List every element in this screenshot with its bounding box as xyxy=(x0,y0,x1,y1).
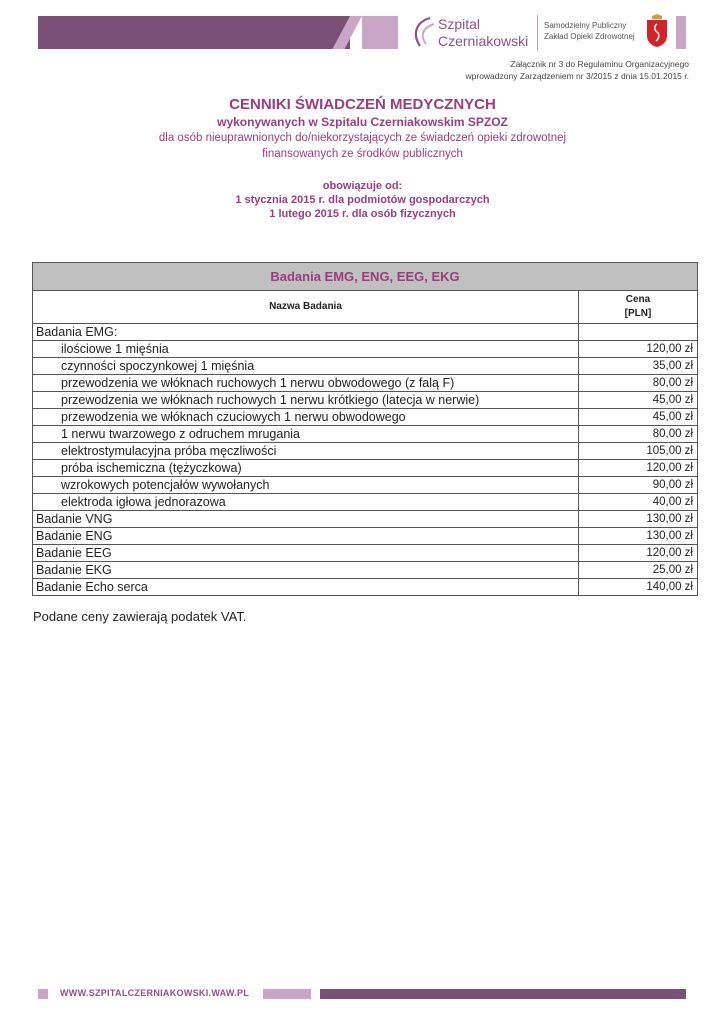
exam-price: 120,00 zł xyxy=(646,343,693,355)
exam-price: 80,00 zł xyxy=(652,428,693,440)
table-row xyxy=(33,511,697,528)
table-row xyxy=(33,341,697,358)
hospital-logo-subtitle: Samodzielny Publiczny Zakład Opieki Zdrowotnej xyxy=(544,21,635,41)
exam-name: przewodzenia we włóknach czuciowych 1 nerwu obwodowego xyxy=(33,409,579,425)
footer-website-link[interactable]: WWW.SZPITALCZERNIAKOWSKI.WAW.PL xyxy=(60,988,250,998)
exam-name: przewodzenia we włóknach ruchowych 1 nerwu obwodowego (z falą F) xyxy=(33,375,579,391)
description-line-1: dla osób nieuprawnionych do/niekorzystających ze świadczeń opieki zdrowotnej xyxy=(158,132,567,144)
warsaw-crest-icon xyxy=(645,14,669,48)
exam-name: Badanie EEG xyxy=(33,545,579,561)
header-band-right xyxy=(676,16,686,49)
attachment-note: Załącznik nr 3 do Regulaminu Organizacyjnego wprowadzony Zarządzeniem nr 3/2015 z dnia 15.01.2015 r. xyxy=(465,59,689,81)
header-band-dark xyxy=(38,16,350,49)
table-row xyxy=(33,562,697,579)
table-row xyxy=(33,375,697,392)
exam-name: wzrokowych potencjałów wywołanych xyxy=(33,477,579,493)
table-heading: Badania EMG, ENG, EEG, EKG xyxy=(33,263,697,291)
exam-price: 120,00 zł xyxy=(646,547,693,559)
table-row xyxy=(33,358,697,375)
exam-price: 130,00 zł xyxy=(646,530,693,542)
exam-price: 35,00 zł xyxy=(652,360,693,372)
table-row xyxy=(33,324,697,341)
hospital-logo-name: Szpital Czerniakowski xyxy=(438,16,529,49)
exam-price: 25,00 zł xyxy=(652,564,693,576)
footer-band-dark xyxy=(320,989,686,999)
exam-price: 45,00 zł xyxy=(652,394,693,406)
table-row xyxy=(33,545,697,562)
table-row xyxy=(33,494,697,511)
exam-price: 140,00 zł xyxy=(646,581,693,593)
table-row xyxy=(33,528,697,545)
exam-price: 130,00 zł xyxy=(646,513,693,525)
table-row xyxy=(33,426,697,443)
effective-date-business: 1 stycznia 2015 r. dla podmiotów gospodarczych xyxy=(235,194,490,206)
exam-name: Badania EMG: xyxy=(33,324,579,340)
footer-square xyxy=(38,989,48,999)
exam-name: elektroda igłowa jednorazowa xyxy=(33,494,579,510)
table-column-headers xyxy=(33,291,697,324)
exam-name: czynności spoczynkowej 1 mięśnia xyxy=(33,358,579,374)
footer-band-light xyxy=(263,989,311,999)
page-title: CENNIKI ŚWIADCZEŃ MEDYCZNYCH xyxy=(229,96,496,113)
effective-date-individuals: 1 lutego 2015 r. dla osób fizycznych xyxy=(269,208,456,220)
exam-price: 80,00 zł xyxy=(652,377,693,389)
page-subtitle: wykonywanych w Szpitalu Czerniakowskim SPZOZ xyxy=(217,115,508,129)
exam-name: Badanie VNG xyxy=(33,511,579,527)
exam-price: 120,00 zł xyxy=(646,462,693,474)
exam-name: Badanie Echo serca xyxy=(33,579,579,595)
exam-price: 105,00 zł xyxy=(646,445,693,457)
exam-name: 1 nerwu twarzowego z odruchem mrugania xyxy=(33,426,579,442)
exam-price: 90,00 zł xyxy=(652,479,693,491)
exam-name: Badanie ENG xyxy=(33,528,579,544)
table-row xyxy=(33,392,697,409)
description-line-2: finansowanych ze środków publicznych xyxy=(262,148,463,160)
exam-price: 45,00 zł xyxy=(652,411,693,423)
exam-name: przewodzenia we włóknach ruchowych 1 nerwu krótkiego (latecja w nerwie) xyxy=(33,392,579,408)
exam-name: elektrostymulacyjna próba męczliwości xyxy=(33,443,579,459)
vat-note: Podane ceny zawierają podatek VAT. xyxy=(33,609,247,624)
table-body xyxy=(33,324,697,596)
exam-name: Badanie EKG xyxy=(33,562,579,578)
exam-name: próba ischemiczna (tężyczkowa) xyxy=(33,460,579,476)
table-row xyxy=(33,443,697,460)
exam-price: 40,00 zł xyxy=(652,496,693,508)
effective-label: obowiązuje od: xyxy=(322,180,403,192)
column-header-name: Nazwa Badania xyxy=(33,291,579,323)
column-header-price: Cena [PLN] xyxy=(624,294,652,319)
price-table xyxy=(32,262,698,596)
table-row xyxy=(33,409,697,426)
table-row xyxy=(33,477,697,494)
header-band-light xyxy=(362,16,398,49)
table-row xyxy=(33,579,697,596)
exam-price xyxy=(579,324,697,340)
hospital-logo-icon xyxy=(408,14,436,50)
exam-name: ilościowe 1 mięśnia xyxy=(33,341,579,357)
table-row xyxy=(33,460,697,477)
title-block xyxy=(0,95,725,221)
logo-divider xyxy=(537,15,538,51)
